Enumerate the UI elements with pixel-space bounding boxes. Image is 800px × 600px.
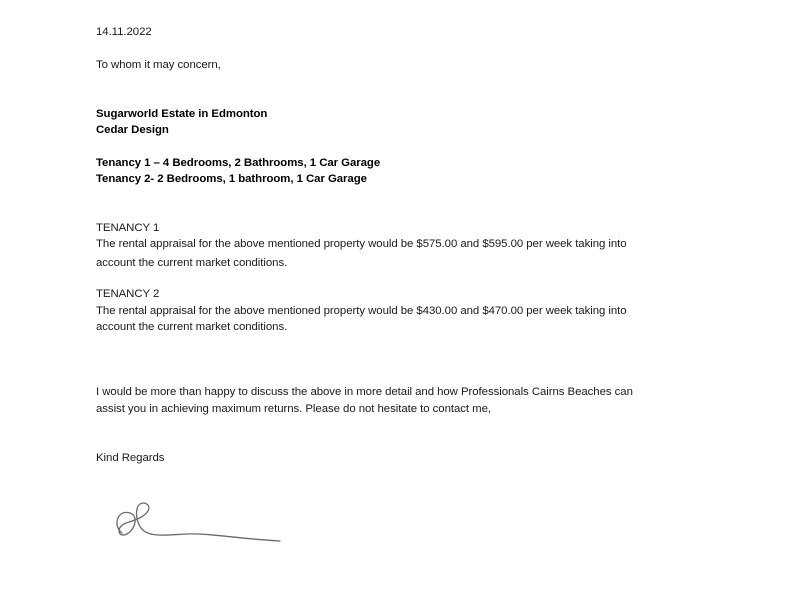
- signoff: Kind Regards: [96, 452, 165, 464]
- tenancy1-summary: Tenancy 1 – 4 Bedrooms, 2 Bathrooms, 1 Car Garage: [96, 157, 381, 169]
- salutation: To whom it may concern,: [96, 59, 221, 71]
- tenancy1-paragraph-line1: The rental appraisal for the above mentioned property would be $575.00 and $595.00 per week taking into: [96, 238, 627, 250]
- tenancy2-summary: Tenancy 2- 2 Bedrooms, 1 bathroom, 1 Car Garage: [96, 173, 367, 185]
- tenancy2-title: TENANCY 2: [96, 288, 160, 300]
- estate-heading: Sugarworld Estate in Edmonton: [96, 108, 268, 120]
- tenancy1-title: TENANCY 1: [96, 222, 160, 234]
- closing-paragraph-line1: I would be more than happy to discuss the above in more detail and how Professionals Cairns Beaches can: [96, 386, 633, 398]
- tenancy1-paragraph-line2: account the current market conditions.: [96, 257, 288, 269]
- closing-paragraph-line2: assist you in achieving maximum returns. Please do not hesitate to contact me,: [96, 403, 491, 415]
- letter-date: 14.11.2022: [96, 26, 152, 38]
- tenancy2-paragraph-line1: The rental appraisal for the above mentioned property would be $430.00 and $470.00 per week taking into: [96, 305, 627, 317]
- tenancy2-paragraph-line2: account the current market conditions.: [96, 321, 288, 333]
- signature-stroke: [117, 503, 280, 541]
- design-heading: Cedar Design: [96, 124, 169, 136]
- handwritten-signature-icon: [110, 495, 300, 555]
